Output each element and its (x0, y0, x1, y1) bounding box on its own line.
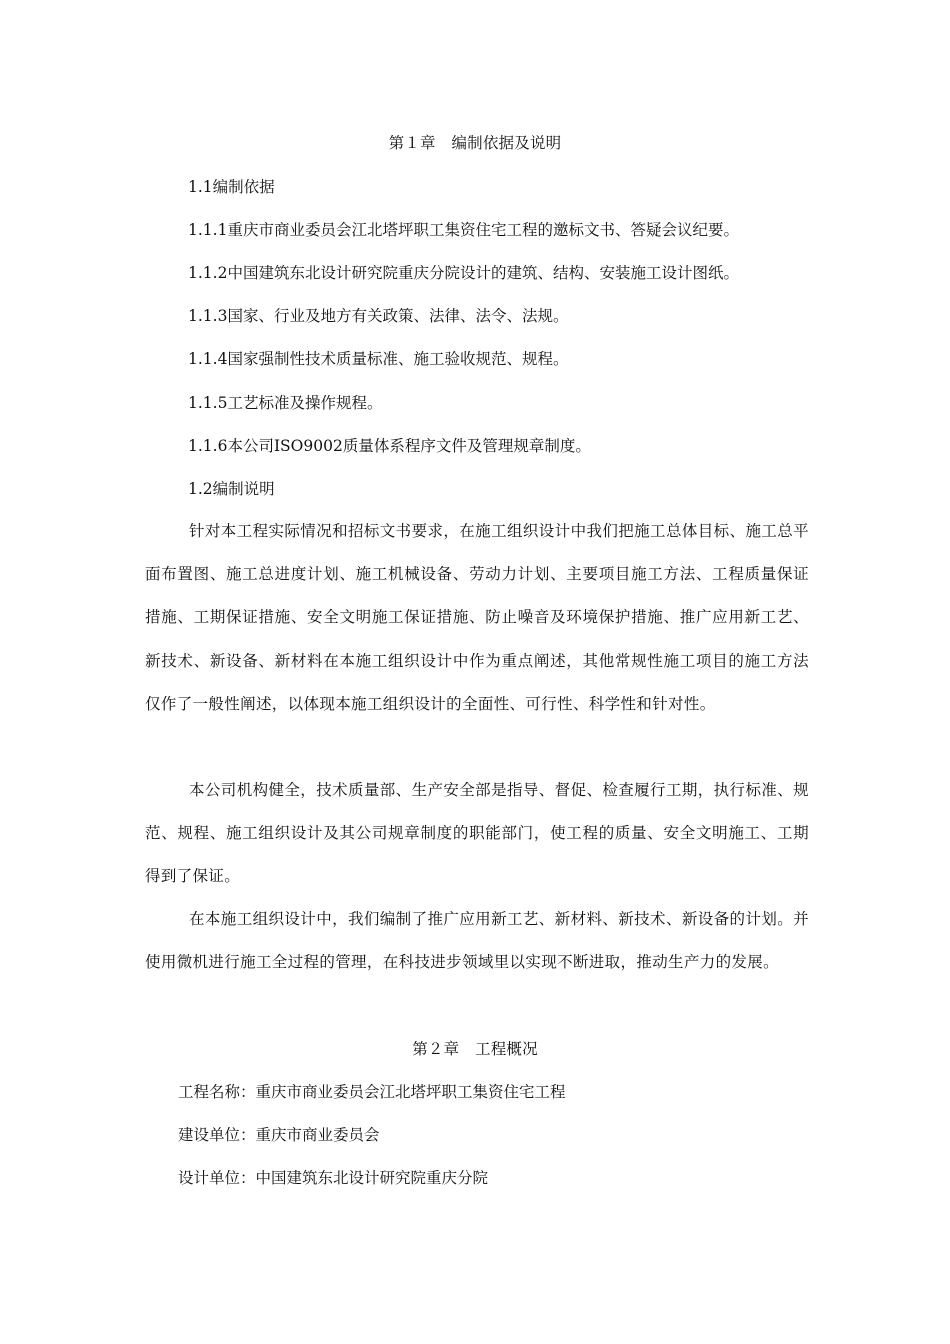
basis-item-6: 1.1.6本公司ISO9002质量体系程序文件及管理规章制度。 (188, 437, 591, 455)
section-1-2-heading: 1.2编制说明 (188, 480, 275, 498)
basis-item-5: 1.1.5工艺标准及操作规程。 (188, 394, 383, 412)
basis-item-4: 1.1.4国家强制性技术质量标准、施工验收规范、规程。 (188, 350, 569, 368)
construction-unit: 建设单位：重庆市商业委员会 (178, 1126, 380, 1144)
description-paragraph-3: 在本施工组织设计中，我们编制了推广应用新工艺、新材料、新技术、新设备的计划。并使用微机进行施工全过程的管理，在科技进步领域里以实现不断进取，推动生产力的发展。 (145, 910, 809, 972)
basis-item-1: 1.1.1重庆市商业委员会江北塔坪职工集资住宅工程的邀标文书、答疑会议纪要。 (188, 221, 739, 239)
project-name: 工程名称：重庆市商业委员会江北塔坪职工集资住宅工程 (178, 1083, 566, 1101)
section-1-1-heading: 1.1编制依据 (188, 178, 275, 196)
chapter-1-title: 第１章 编制依据及说明 (388, 134, 562, 152)
design-unit: 设计单位：中国建筑东北设计研究院重庆分院 (178, 1169, 489, 1187)
basis-item-2: 1.1.2中国建筑东北设计研究院重庆分院设计的建筑、结构、安装施工设计图纸。 (188, 264, 739, 282)
description-paragraph-1: 针对本工程实际情况和招标文书要求，在施工组织设计中我们把施工总体目标、施工总平面布置图、施工总进度计划、施工机械设备、劳动力计划、主要项目施工方法、工程质量保证措施、工期保证措施、安全文明施工保证措施、防止噪音及环境保护措施、推广应用新工艺、新技术、新设备、新材料在本施工组织设计中作为重点阐述，其他常规性施工项目的施工方法仅作了一般性阐述，以体现本施工组织设计的全面性、可行性、科学性和针对性。 (145, 522, 809, 713)
basis-item-3: 1.1.3国家、行业及地方有关政策、法律、法令、法规。 (188, 307, 569, 325)
description-paragraph-2: 本公司机构健全，技术质量部、生产安全部是指导、督促、检查履行工期，执行标准、规范、规程、施工组织设计及其公司规章制度的职能部门，使工程的质量、安全文明施工、工期得到了保证。 (145, 781, 809, 886)
chapter-2-title: 第２章 工程概况 (412, 1040, 538, 1058)
